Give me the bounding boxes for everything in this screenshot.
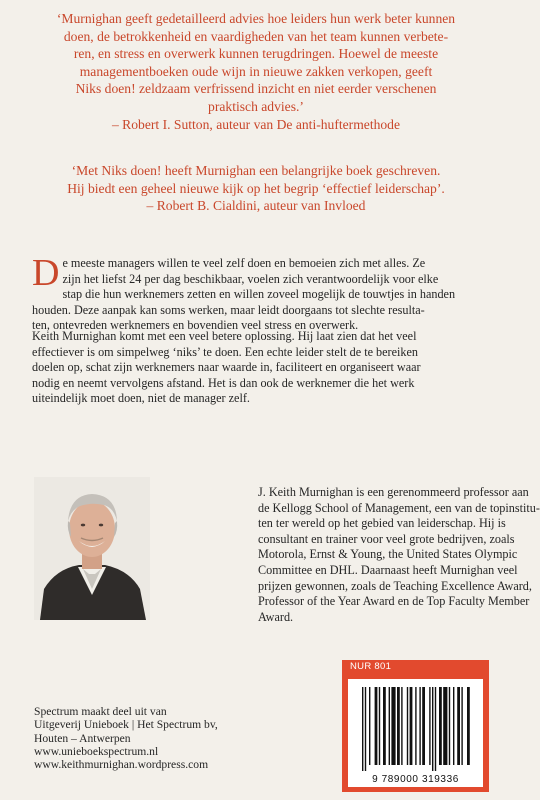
publisher-website[interactable]: www.unieboekspectrum.nl (34, 744, 159, 758)
paragraph-line: stap die hun werknemers zetten en willen zoveel mogelijk de touwtjes in handen (62, 287, 456, 302)
quote-line: Niks doen! zeldzaam verfrissend inzicht en niet eerder verschenen (75, 81, 437, 97)
isbn-number: 9 789000 319336 (372, 774, 459, 785)
paragraph-line: ten, ontevreden werknemers en bovendien veel stress en overwerk. (32, 318, 359, 333)
author-portrait-illustration (34, 477, 150, 620)
bio-line: Motorola, Ernst & Young, the United States Olympic (258, 547, 518, 562)
paragraph-line: zijn het liefst 24 per dag beschikbaar, voelen zich verantwoordelijk voor elke (62, 271, 439, 286)
solution-paragraph (32, 329, 482, 407)
publisher-info (34, 705, 218, 771)
quote-line: managementboeken oude wijn in nieuwe zakken verkopen, geeft (79, 63, 433, 79)
nur-code: NUR 801 (350, 661, 392, 672)
paragraph-line: doelen op, schat zijn werknemers naar waarde in, faciliteert en organiseert waar (32, 360, 421, 375)
publisher-line: Uitgeverij Unieboek | Het Spectrum bv, (34, 718, 218, 732)
intro-paragraph (32, 252, 482, 334)
bio-line: de Kellogg School of Management, een van de topinstitu- (258, 500, 540, 515)
bio-line: ten ter wereld op het gebied van leiderschap. Hij is (258, 516, 506, 531)
bio-line: Committee en DHL. Daarnaast heeft Murnighan veel (258, 562, 518, 577)
paragraph-line: e meeste managers willen te veel zelf doen en bemoeien zich met alles. Ze (62, 256, 426, 270)
quote-line: doen, de betrokkenheid en vaardigheden van het team kunnen verbete- (63, 28, 449, 44)
quote-line: ‘Met Niks doen! heeft Murnighan een belangrijke boek geschreven. (71, 163, 441, 178)
quote-line: ren, en stress en overwerk kunnen terugdringen. Hoewel de meeste (73, 46, 439, 62)
author-photo (34, 477, 150, 620)
quote-line: ‘Murnighan geeft gedetailleerd advies hoe leiders hun werk beter kunnen (56, 11, 456, 26)
quote-line: Hij biedt een geheel nieuwe kijk op het begrip ‘effectief leiderschap’. (67, 180, 445, 196)
quote-attribution: – Robert I. Sutton, auteur van De anti-huftermethode (111, 116, 401, 132)
bio-line: J. Keith Murnighan is een gerenommeerd professor aan (258, 485, 529, 499)
nur-barcode-box (342, 660, 489, 792)
dropcap: D (32, 252, 60, 294)
author-website[interactable]: www.keithmurnighan.wordpress.com (34, 758, 209, 772)
bio-text (258, 485, 540, 625)
quote-attribution: – Robert B. Cialdini, auteur van Invloed (146, 198, 366, 214)
bio-line: Award. (258, 609, 294, 624)
bio-line: prijzen gewonnen, zoals de Teaching Excellence Award, (258, 578, 532, 593)
quote-cialdini (22, 162, 490, 215)
paragraph-line: uiteindelijk moet doen, niet de manager zelf. (32, 391, 250, 406)
paragraph-line: houden. Deze aanpak kan soms werken, maar leidt doorgaans tot slechte resulta- (32, 302, 425, 317)
quote-line: praktisch advies.’ (208, 98, 304, 114)
bio-line: Professor of the Year Award en de Top Faculty Member (258, 594, 530, 609)
bio-line: consultant en trainer voor veel grote bedrijven, zoals (258, 531, 515, 546)
publisher-line: Spectrum maakt deel uit van (34, 705, 167, 718)
paragraph-line: Keith Murnighan komt met een veel betere oplossing. Hij laat zien dat het veel (32, 329, 417, 343)
paragraph-line: nodig en neemt vervolgens afstand. Het is dan ook de werknemer die het werk (32, 375, 415, 390)
paragraph-line: effectiever is om simpelweg ‘niks’ te doen. Een echte leider stelt de te bereiken (32, 344, 419, 359)
barcode-panel (348, 679, 483, 787)
publisher-line: Houten – Antwerpen (34, 731, 131, 745)
quote-sutton (22, 10, 490, 133)
barcode-icon (362, 687, 469, 771)
